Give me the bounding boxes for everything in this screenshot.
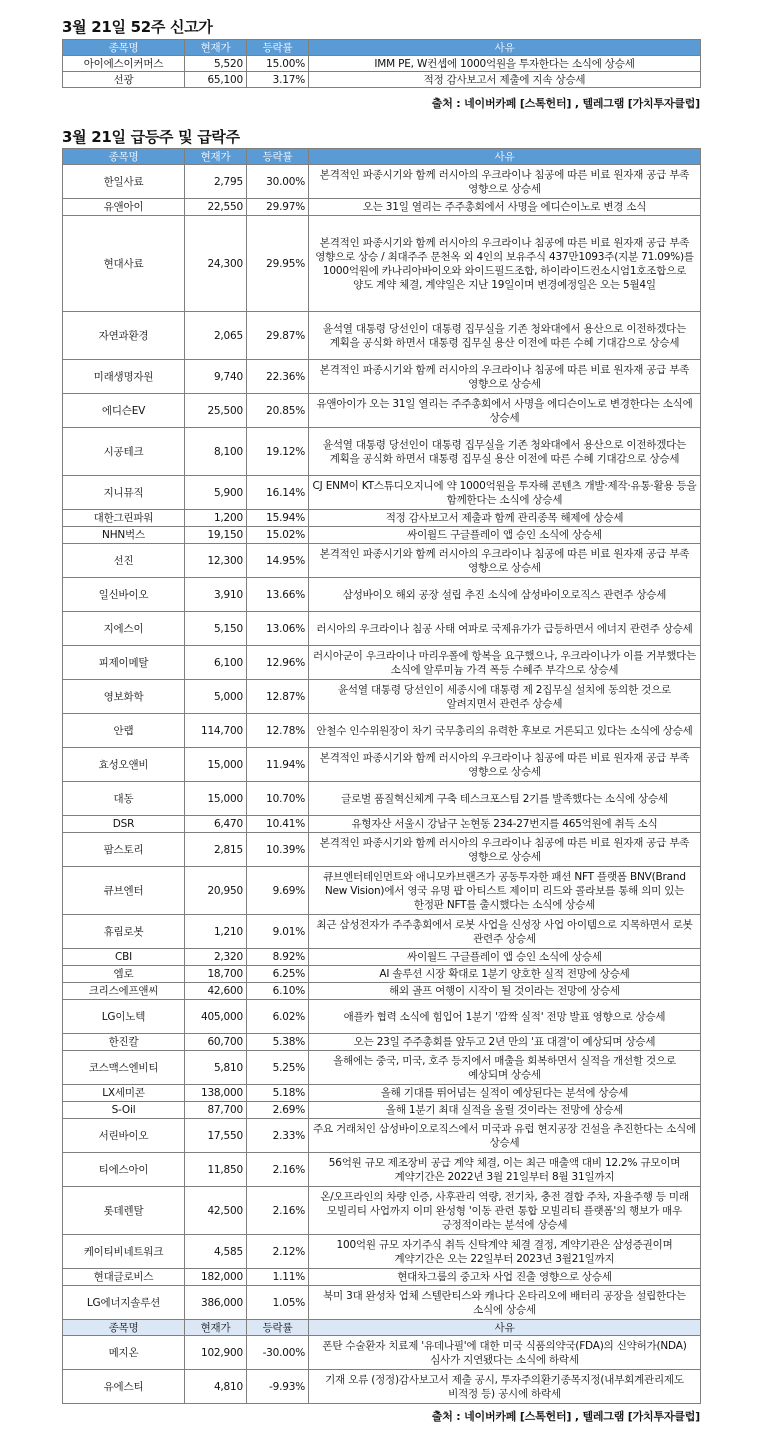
table-row bbox=[63, 966, 701, 983]
stock-reason: 유앤아이가 오는 31일 열리는 주주총회에서 사명을 에디슨이노로 변경한다는 소식에 상승세 bbox=[309, 394, 701, 428]
stock-name: 피제이메탈 bbox=[63, 646, 185, 680]
stock-price: 5,000 bbox=[185, 680, 247, 714]
stock-reason: IMM PE, W컨셉에 1000억원을 투자한다는 소식에 상승세 bbox=[309, 56, 701, 72]
stock-change: 3.17% bbox=[247, 72, 309, 88]
stock-name: 자연과환경 bbox=[63, 312, 185, 360]
stock-reason: 올해 기대를 뛰어넘는 실적이 예상된다는 분석에 상승세 bbox=[309, 1085, 701, 1102]
stock-name: NHN벅스 bbox=[63, 527, 185, 544]
stock-change: 2.69% bbox=[247, 1102, 309, 1119]
stock-reason: 최근 삼성전자가 주주총회에서 로봇 사업을 신성장 사업 아이템으로 지목하면서 로봇 관련주 상승세 bbox=[309, 915, 701, 949]
stock-reason: 러시아군이 우크라이나 마리우폴에 항복을 요구했으나, 우크라이나가 이를 거부했다는 소식에 알루미늄 가격 폭등 수혜주 부각으로 상승세 bbox=[309, 646, 701, 680]
stock-name: 코스맥스엔비티 bbox=[63, 1051, 185, 1085]
table-row bbox=[63, 1051, 701, 1085]
column-header-name: 종목명 bbox=[63, 40, 185, 56]
table-row bbox=[63, 510, 701, 527]
stock-name: 선광 bbox=[63, 72, 185, 88]
stock-name: LX세미콘 bbox=[63, 1085, 185, 1102]
stock-change: 11.94% bbox=[247, 748, 309, 782]
column-header-reason: 사유 bbox=[309, 40, 701, 56]
stock-reason: 본격적인 파종시기와 함께 러시아의 우크라이나 침공에 따른 비료 원자재 공급 부족 영향으로 상승세 bbox=[309, 165, 701, 199]
table-row bbox=[63, 983, 701, 1000]
column-header-change: 등락률 bbox=[247, 1320, 309, 1336]
stock-name: 메지온 bbox=[63, 1336, 185, 1370]
stock-price: 2,795 bbox=[185, 165, 247, 199]
table-row bbox=[63, 816, 701, 833]
stock-reason: 100억원 규모 자기주식 취득 신탁계약 체결 결정, 계약기관은 삼성증권이며 계약기간은 오는 22일부터 2023년 3월21일까지 bbox=[309, 1235, 701, 1269]
stock-reason: 큐브엔터테인먼트와 애니모카브랜즈가 공동투자한 패션 NFT 플랫폼 BNV(Brand New Vision)에서 영국 유명 팝 아티스트 제이미 리드와 콜라보를 통해 의미 있는 한정판 NFT를 출시했다는 소식에 상승세 bbox=[309, 867, 701, 915]
stock-price: 2,065 bbox=[185, 312, 247, 360]
stock-reason: 글로벌 품질혁신체계 구축 테스크포스팀 2기를 발족했다는 소식에 상승세 bbox=[309, 782, 701, 816]
stock-price: 15,000 bbox=[185, 748, 247, 782]
table-row bbox=[63, 612, 701, 646]
stock-name: 지니뮤직 bbox=[63, 476, 185, 510]
stock-change: 29.95% bbox=[247, 216, 309, 312]
stock-price: 12,300 bbox=[185, 544, 247, 578]
table-row bbox=[63, 527, 701, 544]
table-row bbox=[63, 476, 701, 510]
stock-change: 16.14% bbox=[247, 476, 309, 510]
stock-change: 15.94% bbox=[247, 510, 309, 527]
table-row bbox=[63, 1235, 701, 1269]
column-header-reason: 사유 bbox=[309, 1320, 701, 1336]
column-header-price: 현재가 bbox=[185, 149, 247, 165]
stock-change: 13.06% bbox=[247, 612, 309, 646]
stock-reason: 러시아의 우크라이나 침공 사태 여파로 국제유가가 급등하면서 에너지 관련주 상승세 bbox=[309, 612, 701, 646]
stock-change: 5.18% bbox=[247, 1085, 309, 1102]
stock-price: 4,810 bbox=[185, 1370, 247, 1404]
stock-price: 5,900 bbox=[185, 476, 247, 510]
table-row bbox=[63, 544, 701, 578]
stock-price: 182,000 bbox=[185, 1269, 247, 1286]
stock-name: 현대사료 bbox=[63, 216, 185, 312]
stock-change: 2.16% bbox=[247, 1153, 309, 1187]
stock-change: 6.10% bbox=[247, 983, 309, 1000]
stock-reason: 윤석열 대통령 당선인이 대통령 집무실을 기존 청와대에서 용산으로 이전하겠다는 계획을 공식화 하면서 대통령 집무실 용산 이전에 따른 수혜 기대감으로 상승세 bbox=[309, 428, 701, 476]
column-header-name: 종목명 bbox=[63, 1320, 185, 1336]
stock-change: 29.87% bbox=[247, 312, 309, 360]
stock-reason: 삼성바이오 해외 공장 설립 추진 소식에 삼성바이오로직스 관련주 상승세 bbox=[309, 578, 701, 612]
stock-reason: 본격적인 파종시기와 함께 러시아의 우크라이나 침공에 따른 비료 원자재 공급 부족 영향으로 상승세 bbox=[309, 544, 701, 578]
section1-title: 3월 21일 52주 신고가 bbox=[62, 18, 213, 36]
stock-price: 60,700 bbox=[185, 1034, 247, 1051]
stock-name: 유에스티 bbox=[63, 1370, 185, 1404]
stock-name: 대한그린파워 bbox=[63, 510, 185, 527]
stock-name: 한진칼 bbox=[63, 1034, 185, 1051]
stock-price: 24,300 bbox=[185, 216, 247, 312]
stock-price: 87,700 bbox=[185, 1102, 247, 1119]
stock-reason: 본격적인 파종시기와 함께 러시아의 우크라이나 침공에 따른 비료 원자재 공급 부족 영향으로 상승세 bbox=[309, 833, 701, 867]
stock-name: 유앤아이 bbox=[63, 199, 185, 216]
stock-name: 큐브엔터 bbox=[63, 867, 185, 915]
table-row bbox=[63, 949, 701, 966]
stock-change: 15.00% bbox=[247, 56, 309, 72]
table-row bbox=[63, 578, 701, 612]
stock-reason: 적정 감사보고서 제출과 함께 관리종목 해제에 상승세 bbox=[309, 510, 701, 527]
table-row bbox=[63, 165, 701, 199]
stock-reason: 오는 31일 열리는 주주총회에서 사명을 에디슨이노로 변경 소식 bbox=[309, 199, 701, 216]
stock-price: 386,000 bbox=[185, 1286, 247, 1320]
stock-change: 1.11% bbox=[247, 1269, 309, 1286]
stock-reason: 56억원 규모 제조장비 공급 계약 체결, 이는 최근 매출액 대비 12.2% 규모이며 계약기간은 2022년 3월 21일부터 8월 31일까지 bbox=[309, 1153, 701, 1187]
table-header-row-falling bbox=[63, 1320, 701, 1336]
stock-reason: 올해에는 중국, 미국, 호주 등지에서 매출을 회복하면서 실적을 개선할 것으로 예상되며 상승세 bbox=[309, 1051, 701, 1085]
stock-change: 9.01% bbox=[247, 915, 309, 949]
stock-reason: 북미 3대 완성차 업체 스텔란티스와 캐나다 온타리오에 배터리 공장을 설립한다는 소식에 상승세 bbox=[309, 1286, 701, 1320]
stock-reason: 싸이월드 구글플레이 앱 승인 소식에 상승세 bbox=[309, 949, 701, 966]
table-row bbox=[63, 1286, 701, 1320]
stock-name: 롯데렌탈 bbox=[63, 1187, 185, 1235]
stock-price: 405,000 bbox=[185, 1000, 247, 1034]
stock-reason: 유형자산 서울시 강남구 논현동 234-27번지를 465억원에 취득 소식 bbox=[309, 816, 701, 833]
stock-price: 2,815 bbox=[185, 833, 247, 867]
table-row bbox=[63, 646, 701, 680]
table-row bbox=[63, 1085, 701, 1102]
stock-price: 102,900 bbox=[185, 1336, 247, 1370]
stock-change: 2.33% bbox=[247, 1119, 309, 1153]
falling-header bbox=[63, 1320, 701, 1336]
stock-name: DSR bbox=[63, 816, 185, 833]
stock-change: 19.12% bbox=[247, 428, 309, 476]
stock-name: LG이노텍 bbox=[63, 1000, 185, 1034]
stock-name: 에디슨EV bbox=[63, 394, 185, 428]
column-header-reason: 사유 bbox=[309, 149, 701, 165]
stock-price: 20,950 bbox=[185, 867, 247, 915]
stock-change: 5.25% bbox=[247, 1051, 309, 1085]
table-header-row bbox=[63, 149, 701, 165]
stock-price: 1,210 bbox=[185, 915, 247, 949]
table-row bbox=[63, 216, 701, 312]
stock-name: 티에스아이 bbox=[63, 1153, 185, 1187]
stock-price: 4,585 bbox=[185, 1235, 247, 1269]
falling-rows bbox=[63, 1336, 701, 1404]
table-row bbox=[63, 360, 701, 394]
table-row bbox=[63, 199, 701, 216]
stock-reason: 윤석열 대통령 당선인이 대통령 집무실을 기존 청와대에서 용산으로 이전하겠다는 계획을 공식화 하면서 대통령 집무실 용산 이전에 따른 수혜 기대감으로 상승세 bbox=[309, 312, 701, 360]
stock-price: 5,520 bbox=[185, 56, 247, 72]
table-row bbox=[63, 428, 701, 476]
stock-price: 6,470 bbox=[185, 816, 247, 833]
stock-change: 14.95% bbox=[247, 544, 309, 578]
stock-change: 8.92% bbox=[247, 949, 309, 966]
stock-name: 선진 bbox=[63, 544, 185, 578]
stock-name: 휴림로봇 bbox=[63, 915, 185, 949]
column-header-price: 현재가 bbox=[185, 40, 247, 56]
stock-price: 11,850 bbox=[185, 1153, 247, 1187]
stock-reason: 애플카 협력 소식에 힘입어 1분기 '깜짝 실적' 전망 발표 영향으로 상승세 bbox=[309, 1000, 701, 1034]
stock-price: 25,500 bbox=[185, 394, 247, 428]
stock-change: 12.78% bbox=[247, 714, 309, 748]
stock-price: 1,200 bbox=[185, 510, 247, 527]
stock-change: -30.00% bbox=[247, 1336, 309, 1370]
table-row bbox=[63, 833, 701, 867]
stock-price: 17,550 bbox=[185, 1119, 247, 1153]
stock-price: 18,700 bbox=[185, 966, 247, 983]
source-note-2: 출처 : 네이버카페 [스톡헌터] , 텔레그램 [가치투자클럽] bbox=[431, 1410, 700, 1423]
stock-change: 22.36% bbox=[247, 360, 309, 394]
stock-name: 한일사료 bbox=[63, 165, 185, 199]
stock-reason: AI 솔루션 시장 확대로 1분기 양호한 실적 전망에 상승세 bbox=[309, 966, 701, 983]
stock-price: 15,000 bbox=[185, 782, 247, 816]
stock-change: 6.25% bbox=[247, 966, 309, 983]
new-high-rows bbox=[63, 56, 701, 88]
stock-name: 대동 bbox=[63, 782, 185, 816]
stock-name: 일신바이오 bbox=[63, 578, 185, 612]
stock-price: 114,700 bbox=[185, 714, 247, 748]
stock-reason: 올해 1분기 최대 실적을 올릴 것이라는 전망에 상승세 bbox=[309, 1102, 701, 1119]
new-high-table bbox=[62, 39, 701, 88]
stock-reason: 현대차그룹의 중고차 사업 진출 영향으로 상승세 bbox=[309, 1269, 701, 1286]
stock-reason: 오는 23일 주주총회를 앞두고 2년 만의 '표 대결'이 예상되며 상승세 bbox=[309, 1034, 701, 1051]
stock-reason: 기재 오류 (정정)감사보고서 제출 공시, 투자주의환기종목지정(내부회계관리제도 비적정 등) 공시에 하락세 bbox=[309, 1370, 701, 1404]
stock-change: 2.12% bbox=[247, 1235, 309, 1269]
table-row bbox=[63, 1269, 701, 1286]
stock-change: 12.96% bbox=[247, 646, 309, 680]
stock-change: 2.16% bbox=[247, 1187, 309, 1235]
table-row bbox=[63, 680, 701, 714]
stock-name: CBI bbox=[63, 949, 185, 966]
table-row bbox=[63, 1187, 701, 1235]
column-header-price: 현재가 bbox=[185, 1320, 247, 1336]
stock-name: 영보화학 bbox=[63, 680, 185, 714]
stock-reason: 싸이월드 구글플레이 앱 승인 소식에 상승세 bbox=[309, 527, 701, 544]
table-row bbox=[63, 782, 701, 816]
column-header-name: 종목명 bbox=[63, 149, 185, 165]
table-row bbox=[63, 915, 701, 949]
stock-change: 10.39% bbox=[247, 833, 309, 867]
table-header-row bbox=[63, 40, 701, 56]
stock-change: 13.66% bbox=[247, 578, 309, 612]
stock-price: 5,150 bbox=[185, 612, 247, 646]
table-row bbox=[63, 1370, 701, 1404]
stock-price: 22,550 bbox=[185, 199, 247, 216]
stock-price: 138,000 bbox=[185, 1085, 247, 1102]
stock-reason: CJ ENM이 KT스튜디오지니에 약 1000억원을 투자해 콘텐츠 개발·제작·유통·활용 등을 함께한다는 소식에 상승세 bbox=[309, 476, 701, 510]
stock-name: 엠로 bbox=[63, 966, 185, 983]
table-row bbox=[63, 1153, 701, 1187]
stock-reason: 본격적인 파종시기와 함께 러시아의 우크라이나 침공에 따른 비료 원자재 공급 부족 영향으로 상승세 bbox=[309, 748, 701, 782]
stock-name: LG에너지솔루션 bbox=[63, 1286, 185, 1320]
stock-reason: 온/오프라인의 차량 인증, 사후관리 역량, 전기차, 충전 결합 주차, 자율주행 등 미래 모빌리티 사업까지 이미 완성형 '이동 관련 통합 모빌리티 플랫폼'의 행보가 매우 긍정적이라는 분석에 상승세 bbox=[309, 1187, 701, 1235]
stock-price: 5,810 bbox=[185, 1051, 247, 1085]
table-row bbox=[63, 312, 701, 360]
stock-change: 12.87% bbox=[247, 680, 309, 714]
stock-name: 서린바이오 bbox=[63, 1119, 185, 1153]
stock-change: 10.70% bbox=[247, 782, 309, 816]
stock-price: 9,740 bbox=[185, 360, 247, 394]
stock-name: 효성오앤비 bbox=[63, 748, 185, 782]
stock-reason: 주요 거래처인 삼성바이오로직스에서 미국과 유럽 현지공장 건설을 추진한다는 소식에 상승세 bbox=[309, 1119, 701, 1153]
stock-name: 현대글로비스 bbox=[63, 1269, 185, 1286]
movers-table bbox=[62, 148, 701, 1404]
stock-price: 42,600 bbox=[185, 983, 247, 1000]
stock-change: 29.97% bbox=[247, 199, 309, 216]
stock-reason: 해외 골프 여행이 시작이 될 것이라는 전망에 상승세 bbox=[309, 983, 701, 1000]
rising-rows bbox=[63, 165, 701, 1320]
stock-price: 6,100 bbox=[185, 646, 247, 680]
table-row bbox=[63, 748, 701, 782]
table-row bbox=[63, 714, 701, 748]
stock-change: -9.93% bbox=[247, 1370, 309, 1404]
stock-reason: 본격적인 파종시기와 함께 러시아의 우크라이나 침공에 따른 비료 원자재 공급 부족 영향으로 상승세 bbox=[309, 360, 701, 394]
stock-name: 시공테크 bbox=[63, 428, 185, 476]
stock-name: 미래생명자원 bbox=[63, 360, 185, 394]
table-row bbox=[63, 56, 701, 72]
stock-change: 9.69% bbox=[247, 867, 309, 915]
stock-price: 65,100 bbox=[185, 72, 247, 88]
stock-change: 5.38% bbox=[247, 1034, 309, 1051]
stock-name: 아이에스이커머스 bbox=[63, 56, 185, 72]
table-row bbox=[63, 72, 701, 88]
stock-reason: 폰탄 수술환자 치료제 '유데나필'에 대한 미국 식품의약국(FDA)의 신약허가(NDA) 심사가 지연됐다는 소식에 하락세 bbox=[309, 1336, 701, 1370]
table-row bbox=[63, 867, 701, 915]
table-row bbox=[63, 1034, 701, 1051]
stock-change: 20.85% bbox=[247, 394, 309, 428]
table-row bbox=[63, 1000, 701, 1034]
stock-price: 19,150 bbox=[185, 527, 247, 544]
stock-name: 케이티비네트워크 bbox=[63, 1235, 185, 1269]
stock-change: 30.00% bbox=[247, 165, 309, 199]
stock-reason: 안철수 인수위원장이 차기 국무총리의 유력한 후보로 거론되고 있다는 소식에 상승세 bbox=[309, 714, 701, 748]
stock-change: 10.41% bbox=[247, 816, 309, 833]
stock-name: S-Oil bbox=[63, 1102, 185, 1119]
stock-name: 지에스이 bbox=[63, 612, 185, 646]
stock-name: 팜스토리 bbox=[63, 833, 185, 867]
table-row bbox=[63, 1336, 701, 1370]
stock-name: 안랩 bbox=[63, 714, 185, 748]
stock-change: 1.05% bbox=[247, 1286, 309, 1320]
stock-change: 6.02% bbox=[247, 1000, 309, 1034]
stock-reason: 본격적인 파종시기와 함께 러시아의 우크라이나 침공에 따른 비료 원자재 공급 부족 영향으로 상승 / 최대주주 문천옥 외 4인의 보유주식 437만1093주(지분 71.09%)를 1000억원에 카나리아바이오와 와이드필드조합, 하이라이드컨소시엄1호조합으로 양도 계약 체결, 계약일은 지난 19일이며 변경예정일은 오는 5월4일 bbox=[309, 216, 701, 312]
stock-price: 2,320 bbox=[185, 949, 247, 966]
column-header-change: 등락률 bbox=[247, 40, 309, 56]
section2-title: 3월 21일 급등주 및 급락주 bbox=[62, 128, 240, 146]
stock-reason: 윤석열 대통령 당선인이 세종시에 대통령 제 2집무실 설치에 동의한 것으로 알려지면서 관련주 상승세 bbox=[309, 680, 701, 714]
stock-price: 3,910 bbox=[185, 578, 247, 612]
stock-name: 크리스에프앤씨 bbox=[63, 983, 185, 1000]
stock-reason: 적정 감사보고서 제출에 지속 상승세 bbox=[309, 72, 701, 88]
table-row bbox=[63, 1119, 701, 1153]
stock-change: 15.02% bbox=[247, 527, 309, 544]
table-row bbox=[63, 1102, 701, 1119]
stock-price: 8,100 bbox=[185, 428, 247, 476]
table-row bbox=[63, 394, 701, 428]
column-header-change: 등락률 bbox=[247, 149, 309, 165]
stock-price: 42,500 bbox=[185, 1187, 247, 1235]
source-note-1: 출처 : 네이버카페 [스톡헌터] , 텔레그램 [가치투자클럽] bbox=[431, 97, 700, 110]
